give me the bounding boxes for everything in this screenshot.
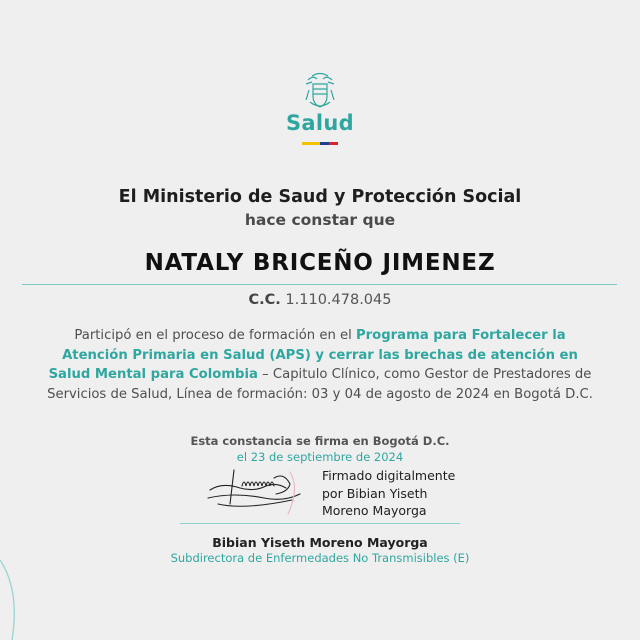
body-details: – Capitulo Clínico, como Gestor de Prestadores de Servicios de Salud, Línea de formación: 03 y 04 de agosto de 2024 en Bogotá D.C. bbox=[47, 367, 593, 402]
certificate-body bbox=[46, 326, 594, 404]
digital-line-2: por Bibian Yiseth bbox=[322, 485, 428, 501]
divider bbox=[22, 284, 617, 285]
program-name: Programa para Fortalecer la Atención Primaria en Salud (APS) y cerrar las brechas de atención en Salud Mental para Colombia bbox=[48, 328, 578, 382]
flag-yellow bbox=[302, 142, 320, 145]
constar-subtitle: hace constar que bbox=[244, 211, 396, 229]
ministry-title: El Ministerio de Saud y Protección Social bbox=[118, 187, 522, 207]
recipient-name: NATALY BRICEÑO JIMENEZ bbox=[144, 250, 496, 276]
signing-place: Esta constancia se firma en Bogotá D.C. bbox=[190, 434, 450, 448]
corner-decoration bbox=[0, 560, 30, 640]
body-intro: Participó en el proceso de formación en el bbox=[74, 328, 356, 343]
id-label: C.C. bbox=[248, 292, 281, 308]
signer-role: Subdirectora de Enfermedades No Transmisibles (E) bbox=[170, 551, 470, 565]
signature-line bbox=[180, 523, 460, 524]
flag-blue bbox=[320, 142, 329, 145]
salud-logo bbox=[270, 70, 370, 145]
digital-signature-note bbox=[322, 467, 455, 520]
colombia-flag-bar bbox=[302, 142, 338, 145]
id-number: 1.110.478.045 bbox=[285, 292, 392, 308]
coat-of-arms-icon bbox=[303, 70, 337, 110]
signer-name: Bibian Yiseth Moreno Mayorga bbox=[212, 535, 428, 550]
salud-wordmark: Salud bbox=[286, 111, 354, 135]
recipient-id bbox=[0, 292, 640, 308]
digital-line-1: Firmado digitalmente bbox=[322, 468, 456, 483]
flag-red bbox=[329, 142, 338, 145]
digital-line-3: Moreno Mayorga bbox=[322, 503, 427, 518]
signing-date: el 23 de septiembre de 2024 bbox=[236, 450, 404, 464]
handwritten-signature bbox=[204, 464, 316, 520]
